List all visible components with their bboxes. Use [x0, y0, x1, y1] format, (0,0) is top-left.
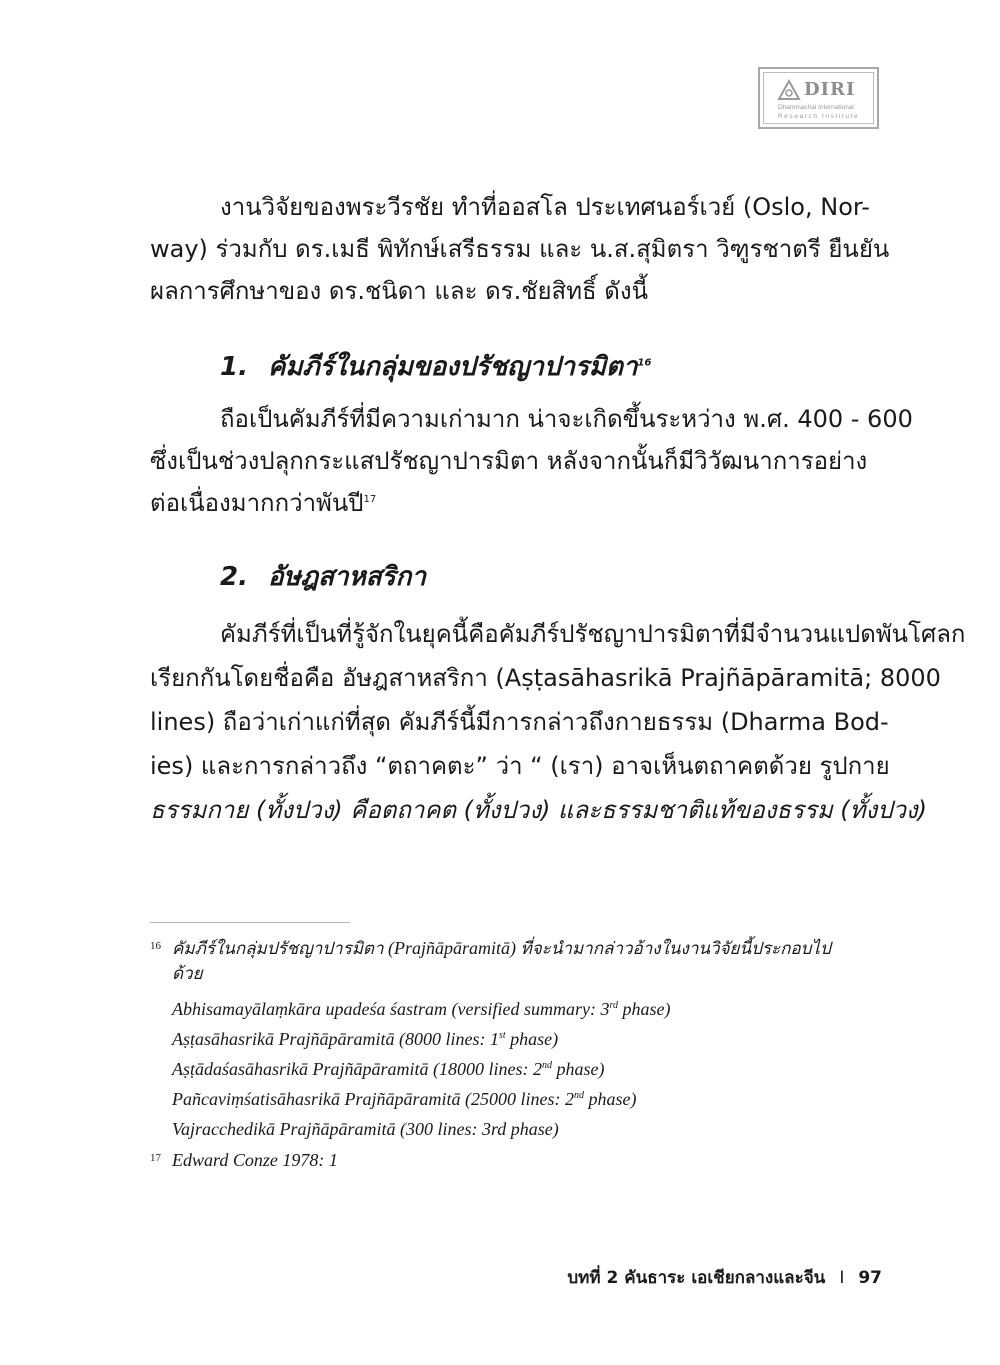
- intro-line-2: way) ร่วมกับ ดร.เมธี พิทักษ์เสรีธรรม และ น.ส.สุมิตรา วิฑูรชาตรี ยืนยัน: [150, 235, 890, 263]
- footnote-16-item: Pañcaviṃśatisāhasrikā Prajñāpāramitā (25000 lines: 2nd phase): [172, 1089, 637, 1109]
- section-2-number: 2.: [220, 562, 248, 592]
- chapter-title: บทที่ 2 คันธาระ เอเชียกลางและจีน: [567, 1268, 826, 1288]
- footer-separator: I: [839, 1268, 845, 1288]
- footnote-16-item: Aṣṭasāhasrikā Prajñāpāramitā (8000 lines: 1st phase): [172, 1029, 559, 1049]
- diri-logo: [758, 67, 879, 129]
- footnote-divider: [150, 922, 350, 923]
- page-number: 97: [858, 1268, 882, 1288]
- footnote-17: [150, 1148, 883, 1172]
- footnote-16-text-c: ที่จะนำมากล่าวอ้างในงานวิจัยนี้ประกอบไป: [520, 939, 831, 959]
- section-1-line-3: ต่อเนื่องมากกว่าพันปี: [150, 489, 364, 517]
- section-2-line-5: ธรรมกาย (ทั้งปวง) คือตถาคต (ทั้งปวง) และธรรมชาติแท้ของธรรม (ทั้งปวง): [150, 796, 927, 824]
- intro-line-3: ผลการศึกษาของ ดร.ชนิดา และ ดร.ชัยสิทธิ์ ดังนี้: [150, 277, 648, 305]
- page-footer: [567, 1264, 882, 1291]
- footnote-16-text-b: (Prajñāpāramitā): [388, 938, 517, 958]
- footnote-16-text-a: คัมภีร์ในกลุ่มปรัชญาปารมิตา: [172, 939, 384, 959]
- section-2-line-3: lines) ถือว่าเก่าแก่ที่สุด คัมภีร์นี้มีการกล่าวถึงกายธรรม (Dharma Bod-: [150, 708, 889, 736]
- section-2-line-4: ies) และการกล่าวถึง “ตถาคตะ” ว่า “ (เรา) อาจเห็นตถาคตด้วย รูปกาย: [150, 752, 890, 780]
- footnote-16-text-d: ด้วย: [172, 964, 203, 984]
- section-1-footnote-ref: 16: [637, 357, 652, 369]
- footnote-17-text: Edward Conze 1978: 1: [172, 1150, 338, 1170]
- footnote-16-number: 16: [150, 940, 161, 952]
- logo-subtitle-1: Dhammachai International: [778, 104, 854, 111]
- footnote-16: [150, 936, 883, 986]
- logo-frame: [763, 72, 874, 124]
- section-1-line-2: ซึ่งเป็นช่วงปลุกกระแสปรัชญาปารมิตา หลังจากนั้นก็มีวิวัฒนาการอย่าง: [150, 447, 868, 475]
- section-2-title: อัษฎสาหสริกา: [267, 562, 426, 592]
- footnote-16-item: Aṣṭādaśasāhasrikā Prajñāpāramitā (18000 lines: 2nd phase): [172, 1059, 605, 1079]
- section-2-heading: [220, 556, 426, 597]
- section-2-line-2: เรียกกันโดยชื่อคือ อัษฎสาหสริกา (Aṣṭasāhasrikā Prajñāpāramitā; 8000: [150, 664, 941, 692]
- intro-line-1: งานวิจัยของพระวีรชัย ทำที่ออสโล ประเทศนอร์เวย์ (Oslo, Nor-: [220, 193, 870, 221]
- intro-paragraph: [150, 186, 890, 312]
- section-1-title: คัมภีร์ในกลุ่มของปรัชญาปารมิตา: [267, 352, 638, 382]
- footnote-16-item: Abhisamayālaṃkāra upadeśa śastram (versified summary: 3rd phase): [172, 999, 671, 1019]
- section-1-heading: [220, 346, 651, 387]
- footnote-16-item: Vajracchedikā Prajñāpāramitā (300 lines: 3rd phase): [172, 1119, 559, 1139]
- footnotes: [150, 936, 883, 1172]
- logo-subtitle-2: Research Institute: [778, 113, 860, 120]
- logo-wordmark: DIRI: [804, 79, 856, 100]
- section-1-number: 1.: [220, 352, 248, 382]
- section-1-paragraph: [150, 398, 913, 524]
- section-1-line-3-ref: 17: [363, 494, 377, 505]
- section-1-line-1: ถือเป็นคัมภีร์ที่มีความเก่ามาก น่าจะเกิดขึ้นระหว่าง พ.ศ. 400 - 600: [220, 405, 913, 433]
- footnote-17-number: 17: [150, 1152, 161, 1164]
- section-2-paragraph: [150, 612, 966, 832]
- diri-emblem-icon: [778, 80, 800, 100]
- section-2-line-1: คัมภีร์ที่เป็นที่รู้จักในยุคนี้คือคัมภีร์ปรัชญาปารมิตาที่มีจำนวนแปดพันโศลก: [220, 620, 966, 648]
